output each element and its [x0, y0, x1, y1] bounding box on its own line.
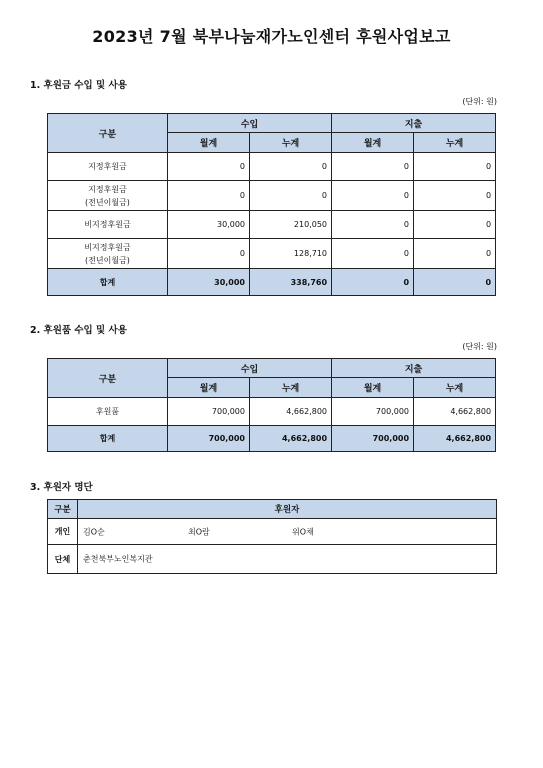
- donation-goods-table: [47, 358, 496, 452]
- page-title: 2023년 7월 북부나눔재가노인센터 후원사업보고: [92, 27, 451, 46]
- expense-monthly-cell: 0: [332, 211, 414, 239]
- donor-header-donor: 후원자: [78, 500, 497, 519]
- header-expense-monthly: 월계: [332, 133, 414, 153]
- header-income: 수입: [168, 359, 332, 378]
- header-expense: 지출: [332, 114, 496, 133]
- donor-header-category: 구분: [48, 500, 78, 519]
- total-income-cumulative: 4,662,800: [250, 426, 332, 452]
- donor-name: 춘천북부노인복지관: [83, 554, 153, 564]
- expense-cumulative-cell: 4,662,800: [414, 398, 496, 426]
- section2-heading: 2. 후원품 수입 및 사용: [30, 325, 127, 336]
- row-label: 지정후원금 (전년이월금): [48, 181, 168, 211]
- table-row: [48, 181, 496, 211]
- income-monthly-cell: 0: [168, 239, 250, 269]
- income-cumulative-cell: 4,662,800: [250, 398, 332, 426]
- header-category: 구분: [48, 114, 168, 153]
- table-row: [48, 153, 496, 181]
- expense-monthly-cell: 0: [332, 181, 414, 211]
- header-expense-monthly: 월계: [332, 378, 414, 398]
- expense-monthly-cell: 0: [332, 153, 414, 181]
- donor-row-group: [48, 545, 497, 574]
- total-label: 합계: [48, 269, 168, 296]
- donor-name: 최O람: [188, 527, 210, 536]
- header-category: 구분: [48, 359, 168, 398]
- header-expense-cumulative: 누계: [414, 378, 496, 398]
- income-cumulative-cell: 128,710: [250, 239, 332, 269]
- row-label: 비지정후원금 (전년이월금): [48, 239, 168, 269]
- expense-cumulative-cell: 0: [414, 181, 496, 211]
- expense-cumulative-cell: 0: [414, 153, 496, 181]
- income-monthly-cell: 30,000: [168, 211, 250, 239]
- income-cumulative-cell: 0: [250, 181, 332, 211]
- table-row: [48, 398, 496, 426]
- income-monthly-cell: 0: [168, 181, 250, 211]
- total-label: 합계: [48, 426, 168, 452]
- income-monthly-cell: 700,000: [168, 398, 250, 426]
- total-income-cumulative: 338,760: [250, 269, 332, 296]
- section3-heading: 3. 후원자 명단: [30, 482, 93, 493]
- header-income-cumulative: 누계: [250, 133, 332, 153]
- donor-name: 김O순: [83, 527, 105, 536]
- header-income: 수입: [168, 114, 332, 133]
- section1-unit: (단위: 원): [462, 97, 497, 106]
- total-expense-cumulative: 0: [414, 269, 496, 296]
- donation-money-table: [47, 113, 496, 296]
- section1-heading: 1. 후원금 수입 및 사용: [30, 80, 127, 91]
- total-row: [48, 426, 496, 452]
- expense-monthly-cell: 0: [332, 239, 414, 269]
- donor-type-individual: 개인: [48, 519, 78, 545]
- expense-cumulative-cell: 0: [414, 211, 496, 239]
- table-row: [48, 211, 496, 239]
- header-income-monthly: 월계: [168, 378, 250, 398]
- header-income-cumulative: 누계: [250, 378, 332, 398]
- header-expense-cumulative: 누계: [414, 133, 496, 153]
- row-label: 비지정후원금: [48, 211, 168, 239]
- total-income-monthly: 30,000: [168, 269, 250, 296]
- total-expense-monthly: 700,000: [332, 426, 414, 452]
- row-label: 후원품: [48, 398, 168, 426]
- header-expense: 지출: [332, 359, 496, 378]
- expense-cumulative-cell: 0: [414, 239, 496, 269]
- donor-row-individual: [48, 519, 497, 545]
- section2-unit: (단위: 원): [462, 342, 497, 351]
- total-row: [48, 269, 496, 296]
- donor-names-individual: [78, 519, 497, 545]
- donor-type-group: 단체: [48, 545, 78, 574]
- income-monthly-cell: 0: [168, 153, 250, 181]
- donor-name: 위O채: [292, 527, 314, 536]
- total-expense-monthly: 0: [332, 269, 414, 296]
- total-expense-cumulative: 4,662,800: [414, 426, 496, 452]
- total-income-monthly: 700,000: [168, 426, 250, 452]
- income-cumulative-cell: 210,050: [250, 211, 332, 239]
- income-cumulative-cell: 0: [250, 153, 332, 181]
- row-label: 지정후원금: [48, 153, 168, 181]
- table-row: [48, 239, 496, 269]
- donor-list-table: [47, 499, 497, 574]
- header-income-monthly: 월계: [168, 133, 250, 153]
- expense-monthly-cell: 700,000: [332, 398, 414, 426]
- donor-names-group: [78, 545, 497, 574]
